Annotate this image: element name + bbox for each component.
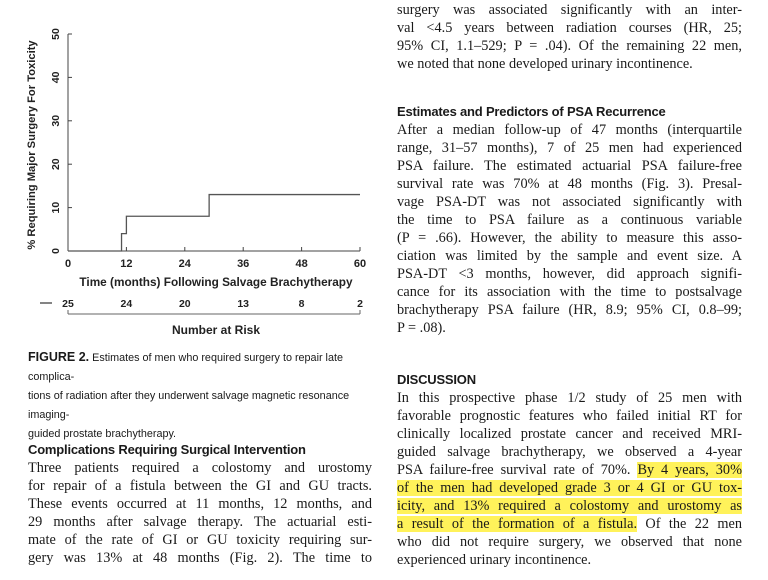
text-line: PSA failure. The estimated actuarial PSA failure-free xyxy=(397,158,742,174)
y-tick-label: 0 xyxy=(50,248,62,254)
text-line: mate of the rate of GI or GU toxicity requiring sur- xyxy=(28,532,372,548)
text-line: cance for its association with the time to postsalvage xyxy=(397,284,742,300)
y-axis-label: % Requiring Major Surgery For Toxicity xyxy=(26,40,38,250)
text-line: for repair of a fistula between the GI and GU tracts. xyxy=(28,478,372,494)
highlighted-text: of the men had developed grade 3 or 4 GI or GU tox- xyxy=(397,480,742,496)
y-tick-label: 40 xyxy=(50,71,62,84)
text-fragment: PSA failure-free survival rate of 70%. xyxy=(397,462,638,478)
text-line: clinically localized prostate cancer and received MRI- xyxy=(397,426,742,442)
text-line: surgery was associated significantly with an inter- xyxy=(397,2,742,18)
text-line: guided salvage brachytherapy, we observed a 4-year xyxy=(397,444,742,460)
text-fragment: Of the 22 men xyxy=(637,516,743,532)
risk-count-label: 2 xyxy=(357,298,363,310)
risk-table-title: Number at Risk xyxy=(171,323,261,337)
left-column xyxy=(28,441,372,567)
text-line: ciation was limited by the sample and event size. A xyxy=(397,248,742,264)
figure-caption-line: tions of radiation after they underwent salvage magnetic resonance imaging- xyxy=(28,390,350,421)
chart-axes xyxy=(68,34,360,251)
text-line: who did not require surgery, we observed that none xyxy=(397,534,742,550)
discussion-paragraph xyxy=(397,389,742,569)
figure-2-chart xyxy=(0,0,380,345)
risk-count-label: 8 xyxy=(298,298,305,310)
y-tick-label: 20 xyxy=(50,158,62,171)
text-line xyxy=(397,461,742,479)
figure-caption xyxy=(28,348,378,444)
text-line: gery was 13% at 48 months (Fig. 2). The time to xyxy=(28,550,372,566)
text-line: range, 31–57 months), 7 of 25 men had experienced xyxy=(397,140,742,156)
figure-caption-line: guided prostate brachytherapy. xyxy=(28,428,177,440)
text-line: the time to PSA failure as a continuous variable xyxy=(397,212,742,228)
y-tick-label: 50 xyxy=(50,28,62,40)
risk-count-label: 25 xyxy=(62,298,74,310)
text-line: (P = .66). However, the ability to measure this asso- xyxy=(397,230,742,246)
kaplan-meier-step-line xyxy=(68,195,360,251)
text-line: These events occurred at 11 months, 12 months, and xyxy=(28,496,372,512)
highlighted-text: icity, and 13% required a colostomy and urostomy as xyxy=(397,498,742,514)
risk-table xyxy=(40,298,363,314)
x-axis-label: Time (months) Following Salvage Brachytherapy xyxy=(79,275,353,289)
complications-paragraph xyxy=(28,459,372,567)
x-tick-label: 0 xyxy=(64,258,72,270)
text-line: experienced urinary incontinence. xyxy=(397,552,592,568)
text-line: we noted that none developed urinary incontinence. xyxy=(397,56,693,72)
highlighted-text: By 4 years, 30% xyxy=(637,462,742,478)
chart-series xyxy=(68,195,360,251)
text-line: brachytherapy PSA failure (HR, 8.9; 95% CI, 0.8–99; xyxy=(397,302,742,318)
text-line: 95% CI, 1.1–529; P = .04). Of the remaining 22 men, xyxy=(397,38,742,54)
text-line: val <4.5 years between radiation courses (HR, 25; xyxy=(397,20,742,36)
text-line xyxy=(397,515,742,533)
complications-heading: Complications Requiring Surgical Intervention xyxy=(28,442,306,457)
figure-caption-line: Estimates of men who required surgery to repair late complica- xyxy=(28,352,343,383)
text-line: PSA-DT <3 months, however, did approach signifi- xyxy=(397,266,742,282)
text-line: After a median follow-up of 47 months (interquartile xyxy=(397,122,742,138)
psa-heading: Estimates and Predictors of PSA Recurrence xyxy=(397,104,666,119)
text-line xyxy=(397,479,742,497)
discussion-heading: DISCUSSION xyxy=(397,372,476,387)
figure-caption-label: FIGURE 2. xyxy=(28,350,90,364)
right-column xyxy=(397,0,742,569)
x-tick-label: 60 xyxy=(353,258,367,270)
x-tick-label: 48 xyxy=(295,258,308,270)
y-tick-label: 30 xyxy=(50,114,62,127)
text-line: 29 months after salvage therapy. The actuarial esti- xyxy=(28,514,372,530)
highlighted-text: a result of the formation of a fistula. xyxy=(397,516,638,532)
text-line: favorable prognostic features who failed initial RT for xyxy=(397,408,742,424)
text-line: survival rate was 70% at 48 months (Fig. 3). Presal- xyxy=(397,176,742,192)
psa-paragraph xyxy=(397,121,742,337)
risk-count-label: 24 xyxy=(120,298,133,310)
chart-ticks xyxy=(50,28,366,270)
text-line: P = .08). xyxy=(397,320,446,336)
text-line: vage PSA-DT was not associated significantly with xyxy=(397,194,742,210)
risk-count-label: 13 xyxy=(237,298,250,310)
x-tick-label: 36 xyxy=(237,258,250,270)
continued-paragraph xyxy=(397,1,742,73)
risk-count-label: 20 xyxy=(178,298,191,310)
x-tick-label: 12 xyxy=(120,258,133,270)
text-line xyxy=(397,497,742,515)
x-tick-label: 24 xyxy=(178,258,191,270)
text-line: In this prospective phase 1/2 study of 25 men with xyxy=(397,390,742,406)
text-line: Three patients required a colostomy and urostomy xyxy=(28,460,372,476)
y-tick-label: 10 xyxy=(50,201,62,214)
